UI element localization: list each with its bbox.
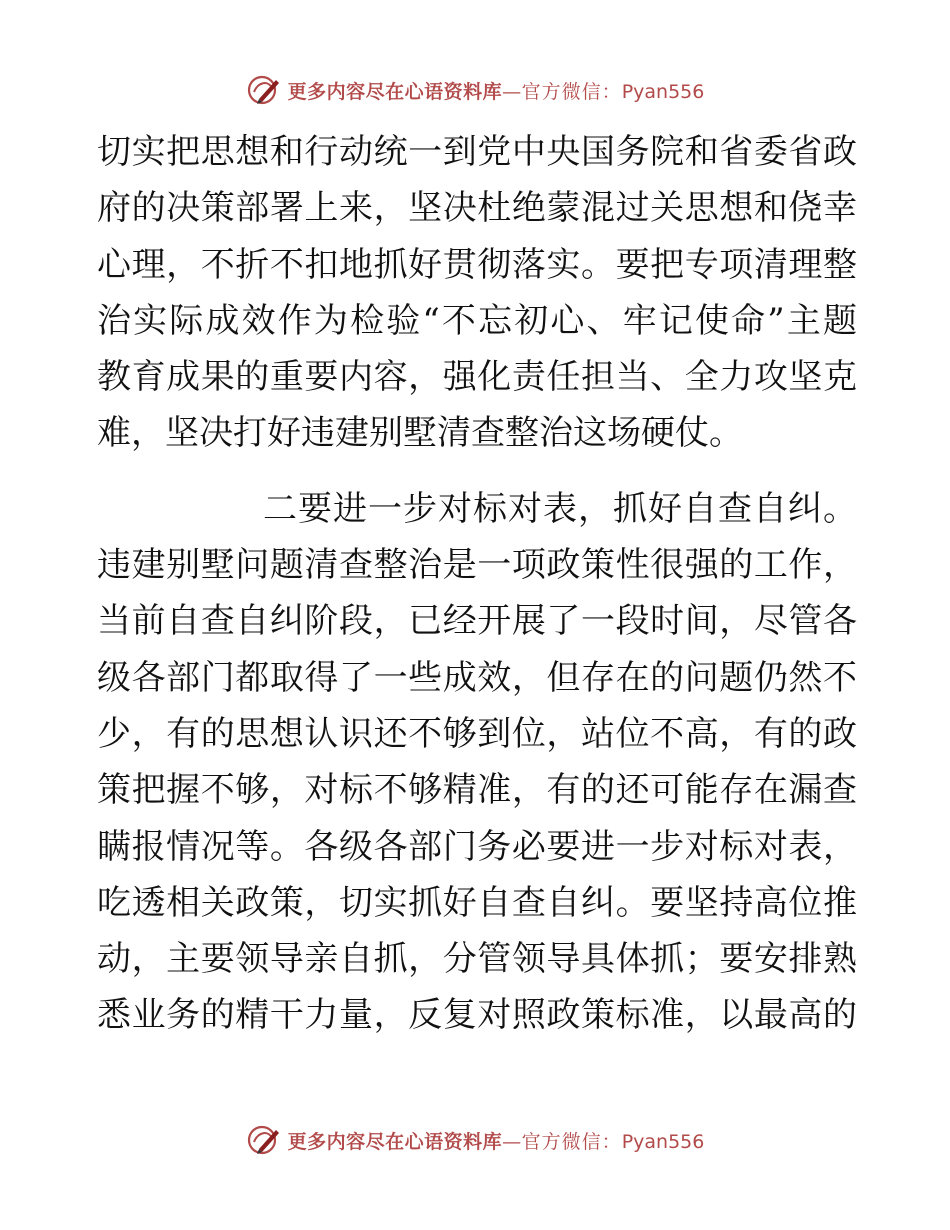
paragraph-2-heading: 二要进一步对标对表，抓好自查自纠。: [263, 488, 857, 529]
footer-wechat-label: 官方微信：: [521, 1130, 622, 1153]
paragraph-2-line: 动，主要领导亲自抓，分管领导具体抓；要安排熟: [97, 939, 857, 980]
paragraph-1-line: 难，坚决打好违建别墅清查整治这场硬仗。: [97, 413, 743, 454]
paragraph-1-line: 治实际成效作为检验“不忘初心、牢记使命”主题: [97, 300, 857, 341]
footer-site-text: 更多内容尽在心语资料库: [287, 1130, 503, 1153]
footer-separator: —: [502, 1130, 522, 1153]
paragraph-1-line: 教育成果的重要内容，强化责任担当、全力攻坚克: [97, 357, 857, 398]
paragraph-1: [97, 124, 857, 462]
header-wechat-label: 官方微信：: [521, 80, 622, 103]
paragraph-2-line: 瞒报情况等。各级各部门务必要进一步对标对表，: [97, 826, 857, 867]
paragraph-2: [97, 481, 857, 1044]
paragraph-2-line: 悉业务的精干力量，反复对照政策标准，以最高的: [97, 995, 857, 1036]
paragraph-2-line: 少，有的思想认识还不够到位，站位不高，有的政: [97, 713, 857, 754]
paragraph-1-line: 切实把思想和行动统一到党中央国务院和省委省政: [97, 132, 857, 172]
paragraph-2-line: 策把握不够，对标不够精准，有的还可能存在漏查: [97, 770, 857, 811]
footer-banner-text: [288, 1127, 705, 1154]
document-body: [97, 124, 857, 1044]
header-separator: —: [502, 80, 522, 103]
header-banner-text: [288, 77, 705, 104]
pen-swirl-logo-icon: [246, 72, 282, 108]
header-banner: [0, 70, 950, 110]
paragraph-spacer: [97, 462, 857, 481]
header-wechat-id: Pyan556: [621, 80, 705, 103]
paragraph-2-line: 当前自查自纠阶段，已经开展了一段时间，尽管各: [97, 601, 857, 642]
paragraph-2-line: 级各部门都取得了一些成效，但存在的问题仍然不: [97, 657, 857, 698]
header-site-text: 更多内容尽在心语资料库: [287, 80, 503, 103]
paragraph-1-line: 府的决策部署上来，坚决杜绝蒙混过关思想和侥幸: [97, 188, 857, 229]
footer-banner: [0, 1120, 950, 1160]
footer-wechat-id: Pyan556: [621, 1130, 705, 1153]
paragraph-2-line: 吃透相关政策，切实抓好自查自纠。要坚持高位推: [97, 882, 857, 923]
paragraph-1-line: 心理，不折不扣地抓好贯彻落实。要把专项清理整: [97, 244, 857, 285]
pen-swirl-logo-icon: [246, 1122, 282, 1158]
paragraph-2-line: 违建别墅问题清查整治是一项政策性很强的工作，: [97, 545, 857, 586]
